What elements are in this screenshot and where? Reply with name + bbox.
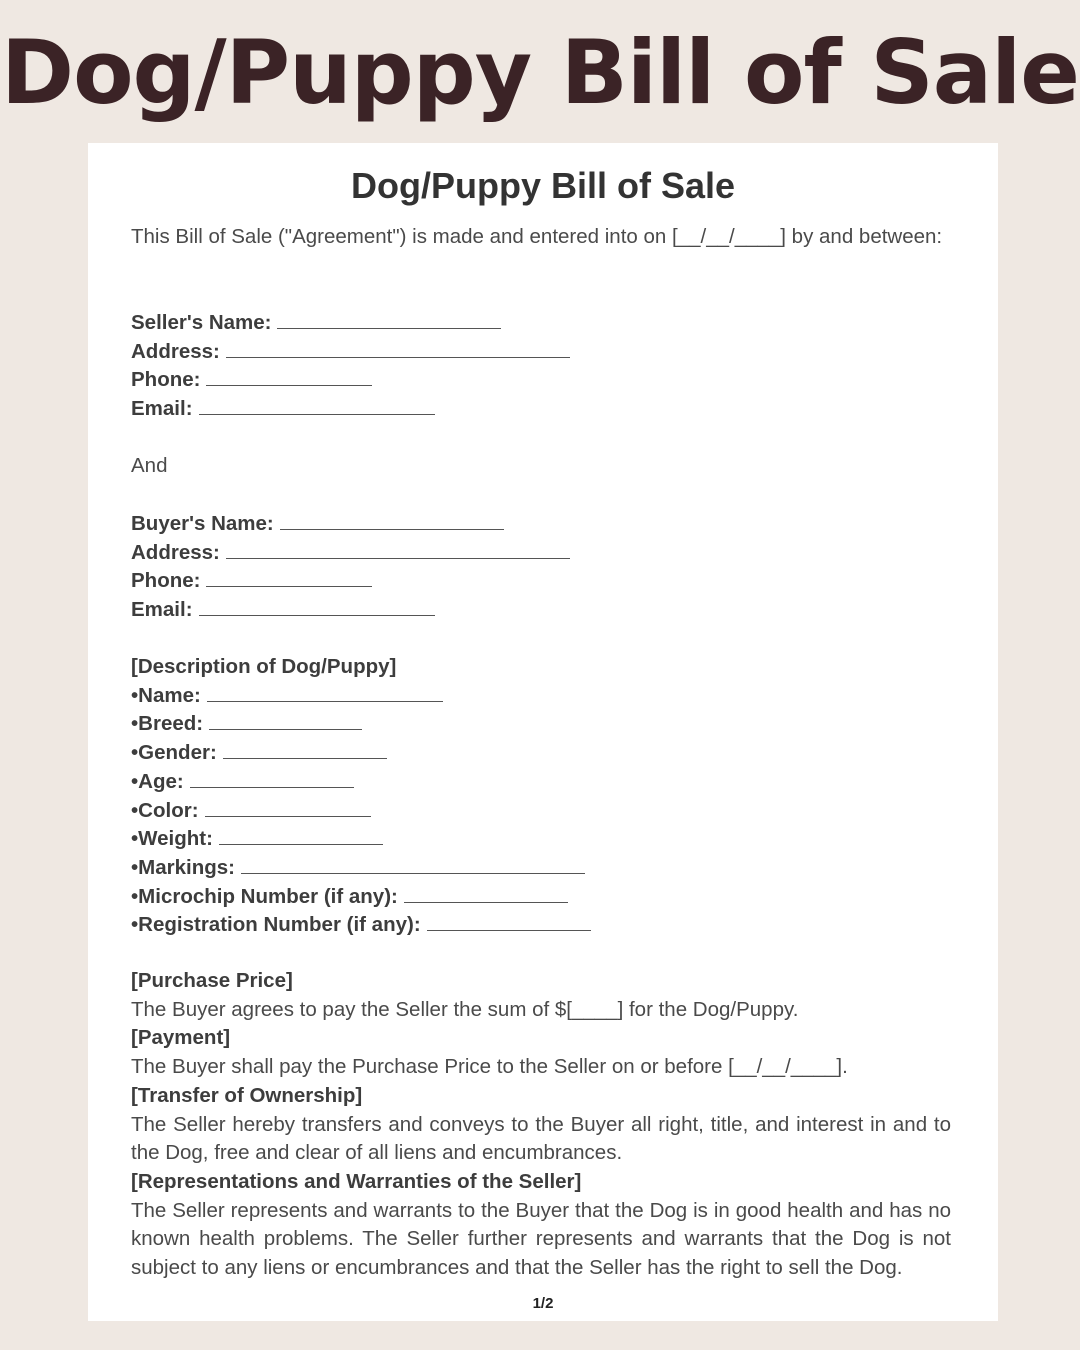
intro-paragraph: This Bill of Sale ("Agreement") is made and entered into on [__/__/____] by and between: xyxy=(131,225,943,248)
banner-title: Dog/Puppy Bill of Sale xyxy=(1,21,1079,124)
seller-email-label: Email: xyxy=(131,397,193,421)
dog-gender-label: •Gender: xyxy=(131,741,217,765)
description-block xyxy=(131,653,951,940)
dog-weight-field[interactable] xyxy=(219,830,383,845)
seller-block xyxy=(131,309,951,424)
seller-name-label: Seller's Name: xyxy=(131,311,272,334)
buyer-name-label: Buyer's Name: xyxy=(131,512,274,535)
dog-age-field[interactable] xyxy=(190,773,354,788)
microchip-label: •Microchip Number (if any): xyxy=(131,884,398,908)
registration-field[interactable] xyxy=(427,916,591,931)
buyer-address-label: Address: xyxy=(131,540,220,564)
payment-text: The Buyer shall pay the Purchase Price to the Seller on or before [__/__/____]. xyxy=(131,1055,848,1079)
and-text: And xyxy=(131,454,168,477)
seller-email-field[interactable] xyxy=(199,400,435,415)
dog-name-label: •Name: xyxy=(131,683,201,707)
registration-label: •Registration Number (if any): xyxy=(131,913,421,937)
dog-breed-field[interactable] xyxy=(209,715,362,730)
dog-color-label: •Color: xyxy=(131,798,199,822)
buyer-block xyxy=(131,510,951,625)
terms-block xyxy=(131,967,951,1283)
purchase-price-text: The Buyer agrees to pay the Seller the sum of $[____] for the Dog/Puppy. xyxy=(131,997,799,1021)
dog-breed-label: •Breed: xyxy=(131,712,204,736)
seller-address-field[interactable] xyxy=(226,343,570,358)
buyer-email-label: Email: xyxy=(131,598,193,622)
buyer-phone-label: Phone: xyxy=(131,569,201,593)
dog-name-field[interactable] xyxy=(207,687,443,702)
dog-weight-label: •Weight: xyxy=(131,827,213,851)
dog-age-label: •Age: xyxy=(131,769,184,793)
description-heading: [Description of Dog/Puppy] xyxy=(131,655,397,678)
dog-markings-label: •Markings: xyxy=(131,855,236,879)
buyer-name-field[interactable] xyxy=(280,515,504,530)
seller-phone-label: Phone: xyxy=(131,368,201,392)
buyer-phone-field[interactable] xyxy=(206,572,372,587)
dog-gender-field[interactable] xyxy=(223,744,387,759)
transfer-heading: [Transfer of Ownership] xyxy=(131,1083,363,1107)
document-title: Dog/Puppy Bill of Sale xyxy=(350,165,736,206)
dog-markings-field[interactable] xyxy=(241,859,585,874)
payment-heading: [Payment] xyxy=(131,1026,231,1050)
dog-color-field[interactable] xyxy=(205,802,371,817)
seller-address-label: Address: xyxy=(131,339,220,363)
transfer-text: The Seller hereby transfers and conveys to the Buyer all right, title, and interest in and to the Dog, free and clear of all liens and encumbrances. xyxy=(131,1112,951,1165)
buyer-email-field[interactable] xyxy=(199,601,435,616)
seller-phone-field[interactable] xyxy=(206,371,372,386)
page-number: 1/2 xyxy=(532,1295,554,1312)
purchase-price-heading: [Purchase Price] xyxy=(131,969,293,992)
warranties-text: The Seller represents and warrants to the Buyer that the Dog is in good health and has no known health problems. The Seller further represents and warrants that the Dog is not subject to any liens or encumbrances and that the Seller has the right to sell the Dog. xyxy=(131,1198,951,1280)
warranties-heading: [Representations and Warranties of the Seller] xyxy=(131,1169,582,1193)
seller-name-field[interactable] xyxy=(277,314,501,329)
document-page xyxy=(88,143,998,1321)
buyer-address-field[interactable] xyxy=(226,544,570,559)
microchip-field[interactable] xyxy=(404,888,568,903)
